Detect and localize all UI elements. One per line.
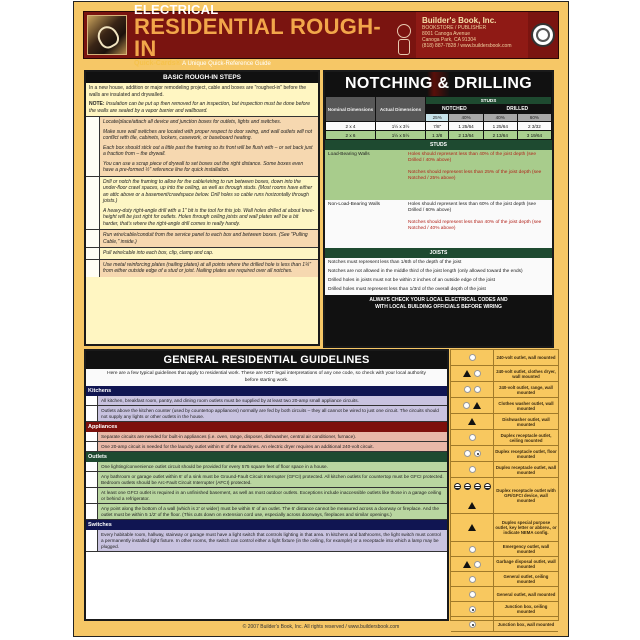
junction-box-icon — [469, 606, 476, 613]
triangle-outlet-icon — [468, 418, 476, 425]
brand: Quick-Cards — [134, 59, 176, 67]
table-row — [326, 131, 552, 140]
legend-symbol — [451, 557, 494, 571]
legend-label: 240-volt outlet, wall mounted — [496, 355, 556, 360]
joist-rule: Drilled holes must represent less than 1/3rd of the overall depth of the joist — [328, 287, 486, 292]
legend-row — [451, 414, 558, 430]
rule-notches: Notches should represent less than 40% of the joist depth (see Notched / 40% above) — [408, 220, 542, 231]
step-paragraph: Locate/place/attach all device and junction boxes for outlets, lights and switches. — [103, 119, 282, 125]
rule-notches: Notches should represent less than 25% of the joist depth (see Notched / 25% above) — [408, 170, 542, 181]
guideline-text: At least one GFCI outlet is required in an unfinished basement, as well as most outdoor outlets. Exceptions include inaccessible outlets like those in a garage ceiling or behind a refrigerator. — [98, 488, 447, 503]
triangle-outlet-icon — [473, 402, 481, 409]
basic-rough-in-steps — [84, 70, 320, 346]
guideline-row — [86, 406, 447, 422]
col-actual: Actual Dimensions — [376, 97, 426, 122]
steps-intro — [86, 83, 318, 117]
guideline-text: Outlets above the kitchen counter (used by countertop appliances) normally are fed by both circuits – they all cannot be wired to just one circuit. The circuits should not supply any lights or other outlets in the house. — [98, 406, 447, 421]
step-paragraph: Drill or notch the framing to allow for the cable/wiring to run between boxes, down into the under-floor crawl spaces, up into the ceiling, as well as through studs. (Most rooms have either an attic above or a basement/crawlspace below. Drill holes so cable runs horizontally through joists.) — [103, 178, 313, 204]
card-header — [83, 1, 559, 67]
intro-text: In a new house, addition or major remodeling project, cable and boxes are "roughed-in" before the walls are insulated and drywalled. — [89, 85, 307, 98]
title-big: RESIDENTIAL ROUGH-IN — [134, 13, 382, 61]
legend-row — [451, 557, 558, 572]
outlet-circle-icon — [474, 561, 481, 568]
col-notched: NOTCHED — [426, 105, 484, 114]
outlet-circle-icon — [464, 386, 471, 393]
legend-row — [451, 382, 558, 398]
legend-label: General outlet, ceiling mounted — [503, 574, 549, 584]
outlet-circle-icon — [469, 466, 476, 473]
guideline-text: Any bathroom or garage outlet within 6' of a sink must be Ground-Fault Circuit Interrupter (GFCI) protected. All kitchen outlets for countertop must be GFCI protected. Bedroom outlets should be Arc-Fault Circuit Interrupter (AFCI) protected. — [98, 472, 447, 487]
step-item — [86, 177, 318, 231]
row-marker — [86, 504, 98, 519]
legend-symbol — [451, 446, 494, 461]
cell: 3 19/64 — [517, 131, 551, 140]
table-row — [326, 122, 552, 131]
legend-row — [451, 572, 558, 587]
legend-row — [451, 366, 558, 382]
step-item — [86, 260, 318, 277]
step-body — [100, 248, 318, 259]
legend-symbol — [451, 398, 494, 413]
legend-symbol — [451, 602, 494, 616]
non-load-bearing-rule — [325, 200, 552, 248]
category-outlets: Outlets — [86, 452, 447, 462]
outlet-circle-icon — [464, 450, 471, 457]
note-text — [89, 101, 315, 114]
load-bearing-rule — [325, 150, 552, 200]
guidelines-title: GENERAL RESIDENTIAL GUIDELINES — [86, 351, 447, 369]
note-body: Insulation can be put up then removed for an inspection, but inspection must be done before the walls are sealed by a vapor barrier and wallboard. — [89, 101, 310, 114]
legend-label: Duplex receptacle outlet, floor mounted — [495, 448, 557, 459]
notching-table — [325, 96, 552, 140]
mascot-icon — [392, 12, 416, 58]
joist-rule: Drilled holes in joists must not be within 2 inches of an outside edge of the joist — [328, 278, 495, 283]
legend-symbol — [451, 430, 494, 445]
notching-drilling-panel — [323, 70, 554, 348]
steps-title: BASIC ROUGH-IN STEPS — [86, 72, 318, 83]
studs-bar: STUDS — [325, 140, 552, 150]
guideline-text: All kitchen, breakfast room, pantry, and dining room outlets must be supplied by at least two 20-amp small appliance circuits. — [98, 396, 447, 405]
gfci-outlet-icon — [454, 483, 461, 490]
pct-cell: 40% — [449, 114, 483, 122]
pct-cell: 40% — [483, 114, 517, 122]
legend-symbol — [451, 542, 494, 556]
joist-rule: Notches must represent less than 1/6th of the depth of the joist — [328, 260, 462, 265]
step-item — [86, 117, 318, 177]
step-body — [100, 117, 318, 176]
cell: 7/8" — [426, 122, 449, 131]
outlet-circle-icon — [463, 402, 470, 409]
quick-reference-card — [73, 1, 569, 637]
col-drilled: DRILLED — [483, 105, 551, 114]
guideline-text: Separate circuits are needed for built-in appliances (i.e. oven, range, disposer, dishwasher, central air conditioner, furnace). — [98, 432, 447, 441]
rule-label: Non-Load-Bearing Walls — [328, 202, 381, 207]
row-marker — [86, 406, 98, 421]
step-paragraph: Run wire/cable/conduit from the service panel to each box and between boxes. (See "Pulling Cable," inside.) — [103, 232, 308, 245]
step-body — [100, 230, 318, 247]
triangle-outlet-icon — [463, 370, 471, 377]
legend-row — [451, 446, 558, 462]
step-body — [100, 260, 318, 277]
rule-holes: Holes should represent less than 60% of the joist depth (see Drilled / 60% above) — [408, 202, 536, 213]
category-appliances: Appliances — [86, 422, 447, 432]
step-number — [86, 230, 100, 247]
publisher-role: BOOKSTORE / PUBLISHER — [422, 25, 487, 31]
outlet-circle-icon — [474, 370, 481, 377]
row-marker — [86, 432, 98, 441]
logo-icon — [87, 15, 127, 55]
guideline-text: Every habitable room, hallway, stairway or garage must have a light switch that controls lighting in that area. In kitchens and bathrooms, the light switch must control a permanently installed light fixture. In other rooms, the switch can control either a light fixture (in the ceiling, for example) or a receptacle into which a lamp may be plugged. — [98, 530, 447, 551]
pct-cell: 25% — [426, 114, 449, 122]
legend-label: Duplex receptacle outlet, wall mounted — [495, 464, 557, 475]
guideline-row — [86, 530, 447, 552]
cell: 1½ x 3½ — [376, 122, 426, 131]
legend-row — [451, 542, 558, 557]
publisher-name: Builder's Book, Inc. — [422, 16, 497, 25]
joists-bar: JOISTS — [325, 248, 552, 258]
note-label: NOTE: — [89, 101, 105, 107]
step-number — [86, 117, 100, 176]
guideline-text: One 20-amp circuit is needed for the laundry outlet within 6' of the machines. An electric dryer requires an additional 240-volt circuit. — [98, 442, 447, 451]
junction-box-icon — [474, 450, 481, 457]
row-marker — [86, 488, 98, 503]
category-kitchens: Kitchens — [86, 386, 447, 396]
step-number — [86, 260, 100, 277]
warning-footer — [325, 295, 552, 313]
legend-row — [451, 462, 558, 478]
joists-rules — [325, 258, 552, 295]
cell: 1½ x 5½ — [376, 131, 426, 140]
step-paragraph: You can use a scrap piece of drywall to set boxes out the right distance. Some boxes even have a pre-formed ½" reference line for quick installation. — [103, 160, 304, 173]
guideline-row — [86, 472, 447, 488]
legend-label: Dishwasher outlet, wall mounted — [502, 416, 550, 427]
guideline-text: Any point along the bottom of a wall (which is 2' or wider) must be within 6' of an outlet. The 6' distance cannot be measured across a doorway or fireplace. And the outlet must be within 5 1/2' of the floor. (This cuts down on extension cord use, especially across doorways, fireplaces and similar openings.) — [98, 504, 447, 519]
legend-symbol — [451, 514, 494, 541]
legend-symbol — [451, 350, 494, 365]
brand-mark: ® — [175, 59, 181, 67]
rule-label: Load-Bearing Walls — [328, 152, 370, 157]
publisher-address1: 8001 Canoga Avenue — [422, 31, 471, 37]
guideline-row — [86, 462, 447, 472]
cell: 2 3/32 — [517, 122, 551, 131]
step-item — [86, 248, 318, 260]
title-small: ELECTRICAL — [134, 1, 219, 17]
publisher-contact: (818) 887-7828 / www.buildersbook.com — [422, 43, 512, 49]
tagline-text: A Unique Quick-Reference Guide — [182, 60, 271, 67]
cell: 1 25/64 — [449, 122, 483, 131]
row-marker — [86, 472, 98, 487]
legend-label: General outlet, wall mounted — [496, 591, 556, 597]
outlet-circle-icon — [469, 354, 476, 361]
legend-row — [451, 478, 558, 514]
legend-row — [451, 350, 558, 366]
legend-symbol — [451, 414, 494, 429]
legend-label: Junction box, ceiling mounted — [504, 604, 548, 614]
legend-label: 240-volt outlet, clothes dryer, wall mounted — [496, 368, 556, 379]
legend-label: Clothes washer outlet, wall mounted — [498, 400, 554, 411]
outlet-circle-icon — [469, 576, 476, 583]
gfci-outlet-icon — [484, 483, 491, 490]
cell: 1 25/64 — [483, 122, 517, 131]
rule-text — [405, 150, 552, 200]
gfci-outlet-icon — [474, 483, 481, 490]
triangle-outlet-icon — [468, 502, 476, 509]
legend-row — [451, 587, 558, 602]
legend-row — [451, 514, 558, 542]
legend-label: 240-volt outlet, range, wall mounted — [499, 384, 553, 395]
step-number — [86, 177, 100, 230]
legend-label: Emergency outlet, wall mounted — [502, 544, 550, 554]
legend-label: Garbage disposal outlet, wall mounted — [496, 559, 556, 569]
row-marker — [86, 396, 98, 405]
legend-label: Duplex receptacle outlet with GFI/GFCI device, wall mounted — [496, 488, 556, 503]
triangle-outlet-icon — [468, 524, 476, 531]
step-paragraph: Use metal reinforcing plates (nailing plates) at all points where the drilled hole is less than 1¼" from either outside edge of a stud or joist. Nailing plates are required over all notches. — [103, 261, 311, 274]
legend-label: Junction box, wall mounted — [497, 621, 555, 627]
legend-symbol — [451, 366, 494, 381]
step-paragraph: Each box should stick out a little past the framing so its front will be flush with – or set back just a fraction from – the drywall. — [103, 144, 313, 157]
warning-line: WITH LOCAL BUILDING OFFICIALS BEFORE WIRING — [375, 304, 502, 310]
outlet-circle-icon — [469, 546, 476, 553]
legend-symbol — [451, 478, 494, 513]
cell: 2 13/64 — [483, 131, 517, 140]
row-marker — [86, 530, 98, 551]
triangle-outlet-icon — [463, 561, 471, 568]
guideline-row — [86, 488, 447, 504]
legend-row — [451, 430, 558, 446]
step-body — [100, 177, 318, 230]
rule-text — [405, 200, 552, 248]
symbol-legend — [450, 349, 559, 627]
legend-label: Duplex receptacle outlet, ceiling mounted — [500, 432, 552, 443]
joist-rule: Notches are not allowed in the middle third of the joist length (only allowed toward the ends) — [328, 269, 523, 274]
rule-holes: Holes should represent less than 40% of the joist depth (see Drilled / 40% above) — [408, 152, 536, 163]
legend-symbol — [451, 382, 494, 397]
legend-row — [451, 398, 558, 414]
legend-symbol — [451, 462, 494, 477]
step-paragraph: Pull wire/cable into each box, clip, clamp and cap. — [103, 250, 214, 256]
gfci-outlet-icon — [464, 483, 471, 490]
legend-symbol — [451, 572, 494, 586]
guideline-row — [86, 396, 447, 406]
cell: 1 3/8 — [426, 131, 449, 140]
guideline-text: One lighting/convenience outlet circuit should be provided for every 575 square feet of floor space in a house. — [98, 462, 447, 471]
row-marker — [86, 442, 98, 451]
legend-row — [451, 602, 558, 617]
legend-symbol — [451, 587, 494, 601]
notching-title: NOTCHING & DRILLING — [325, 72, 552, 96]
step-paragraph: A heavy-duty right-angle drill with a 1" bit is the tool for this job. Wall holes drilled at about knee-height will be just right for outlets. Holes through ceiling joists and wall plates will be a bit harder, that's where the right-angle drill comes in really handy. — [103, 207, 315, 227]
cell: 2 x 6 — [326, 131, 376, 140]
col-nominal: Nominal Dimensions — [326, 97, 376, 122]
step-number — [86, 248, 100, 259]
warning-line: ALWAYS CHECK YOUR LOCAL ELECTRICAL CODES AND — [369, 297, 508, 303]
pct-cell: 60% — [517, 114, 551, 122]
publisher-block — [416, 12, 528, 58]
outlet-circle-icon — [469, 434, 476, 441]
guideline-row — [86, 442, 447, 452]
legend-label: Duplex special purpose outlet, key letter or abbrev., or indicate NEMA config. — [495, 520, 557, 535]
publisher-address2: Canoga Park, CA 91304 — [422, 37, 476, 43]
general-guidelines — [84, 349, 449, 621]
copyright: © 2007 Builder's Book, Inc. All rights reserved / www.buildersbook.com — [242, 624, 400, 630]
row-marker — [86, 462, 98, 471]
tagline — [134, 60, 392, 68]
guidelines-intro: Here are a few typical guidelines that apply to residential work. These are NOT legal interpretations of any one code, so check with your local authority before starting work. — [86, 369, 447, 386]
col-studs: STUDS — [426, 97, 552, 105]
step-paragraph: Make sure wall switches are located with proper respect to door swing, and wall outlets will not conflict with tile, cabinets, lockers, casework, or baseboard heating. — [103, 128, 312, 141]
cell: 2 x 4 — [326, 122, 376, 131]
outlet-circle-icon — [474, 386, 481, 393]
seal-icon — [528, 12, 558, 58]
outlet-circle-icon — [469, 591, 476, 598]
guideline-row — [86, 432, 447, 442]
title-block — [130, 1, 392, 67]
step-item — [86, 230, 318, 248]
steps-list — [86, 117, 318, 277]
cell: 2 13/64 — [449, 131, 483, 140]
guideline-row — [86, 504, 447, 520]
category-switches: Switches — [86, 520, 447, 530]
guidelines-sections — [86, 386, 447, 552]
